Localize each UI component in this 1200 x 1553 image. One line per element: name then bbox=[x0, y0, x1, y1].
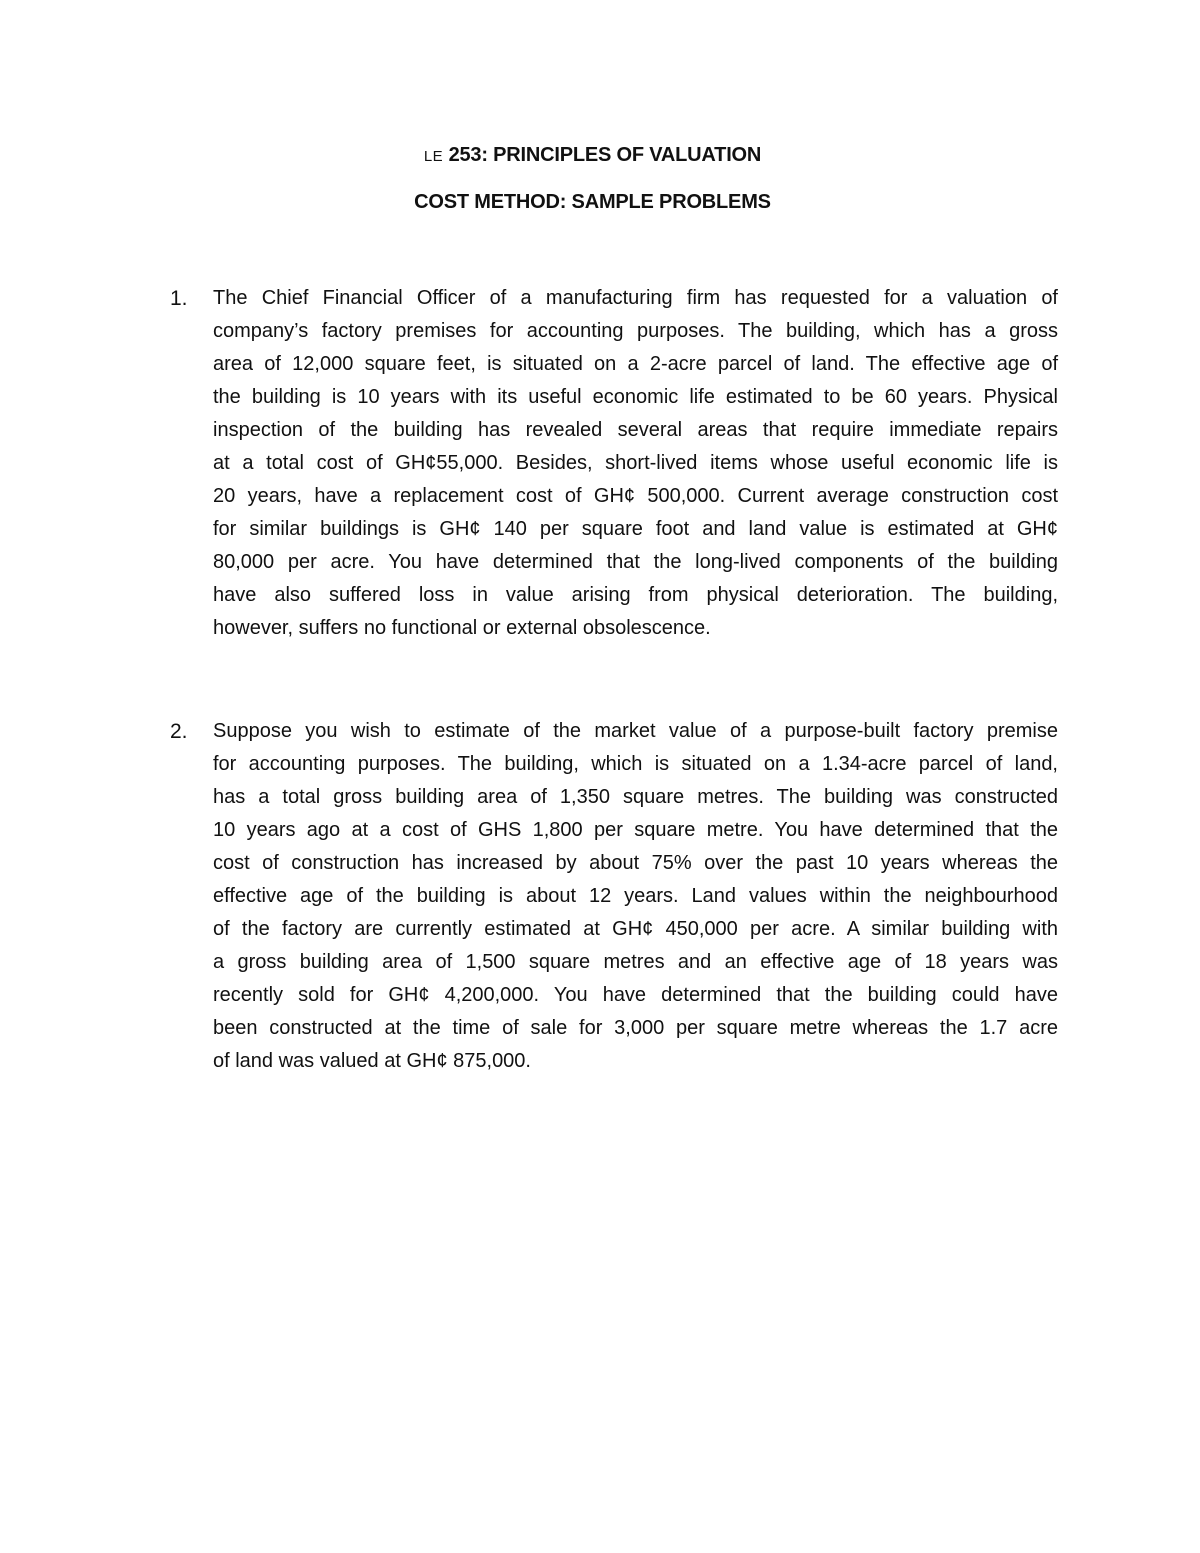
problem-line: for similar buildings is GH¢ 140 per square foot and land value is estimated at GH¢ bbox=[213, 518, 1058, 540]
problem-text bbox=[213, 715, 1058, 1078]
problem-line: of the factory are currently estimated at GH¢ 450,000 per acre. A similar building with bbox=[213, 918, 1058, 940]
problem-line: the building is 10 years with its useful economic life estimated to be 60 years. Physical bbox=[213, 386, 1058, 408]
problem-line: has a total gross building area of 1,350 square metres. The building was constructed bbox=[213, 786, 1058, 808]
document-subtitle: COST METHOD: SAMPLE PROBLEMS bbox=[414, 191, 771, 213]
problem-line: area of 12,000 square feet, is situated on a 2-acre parcel of land. The effective age of bbox=[213, 353, 1058, 375]
problem-line: recently sold for GH¢ 4,200,000. You have determined that the building could have bbox=[213, 984, 1058, 1006]
course-title-text: 253: PRINCIPLES OF VALUATION bbox=[448, 144, 762, 166]
problem-line: at a total cost of GH¢55,000. Besides, short-lived items whose useful economic life is bbox=[213, 452, 1058, 474]
problem-line: 80,000 per acre. You have determined that the long-lived components of the building bbox=[213, 551, 1058, 573]
problem-line: inspection of the building has revealed several areas that require immediate repairs bbox=[213, 419, 1058, 441]
problem-line: a gross building area of 1,500 square metres and an effective age of 18 years was bbox=[213, 951, 1058, 973]
problem-number: 2. bbox=[170, 720, 188, 743]
course-title bbox=[0, 144, 1185, 167]
problem-line: Suppose you wish to estimate of the market value of a purpose-built factory premise bbox=[213, 720, 1058, 742]
problem-line: company’s factory premises for accounting purposes. The building, which has a gross bbox=[213, 320, 1058, 342]
problem-line: however, suffers no functional or external obsolescence. bbox=[213, 617, 711, 639]
problem-line: been constructed at the time of sale for 3,000 per square metre whereas the 1.7 acre bbox=[213, 1017, 1058, 1039]
problem-line: of land was valued at GH¢ 875,000. bbox=[213, 1050, 531, 1072]
problem-line: for accounting purposes. The building, which is situated on a 1.34-acre parcel of land, bbox=[213, 753, 1058, 775]
problem-number: 1. bbox=[170, 287, 188, 310]
problem-line: have also suffered loss in value arising from physical deterioration. The building, bbox=[213, 584, 1058, 606]
course-code: LE bbox=[423, 148, 444, 165]
problem-line: 10 years ago at a cost of GHS 1,800 per square metre. You have determined that the bbox=[213, 819, 1058, 841]
problem-line: effective age of the building is about 12 years. Land values within the neighbourhood bbox=[213, 885, 1058, 907]
problem-text bbox=[213, 282, 1058, 645]
problem-line: cost of construction has increased by about 75% over the past 10 years whereas the bbox=[213, 852, 1058, 874]
problem-line: The Chief Financial Officer of a manufacturing firm has requested for a valuation of bbox=[213, 287, 1058, 309]
problem-line: 20 years, have a replacement cost of GH¢ 500,000. Current average construction cost bbox=[213, 485, 1058, 507]
